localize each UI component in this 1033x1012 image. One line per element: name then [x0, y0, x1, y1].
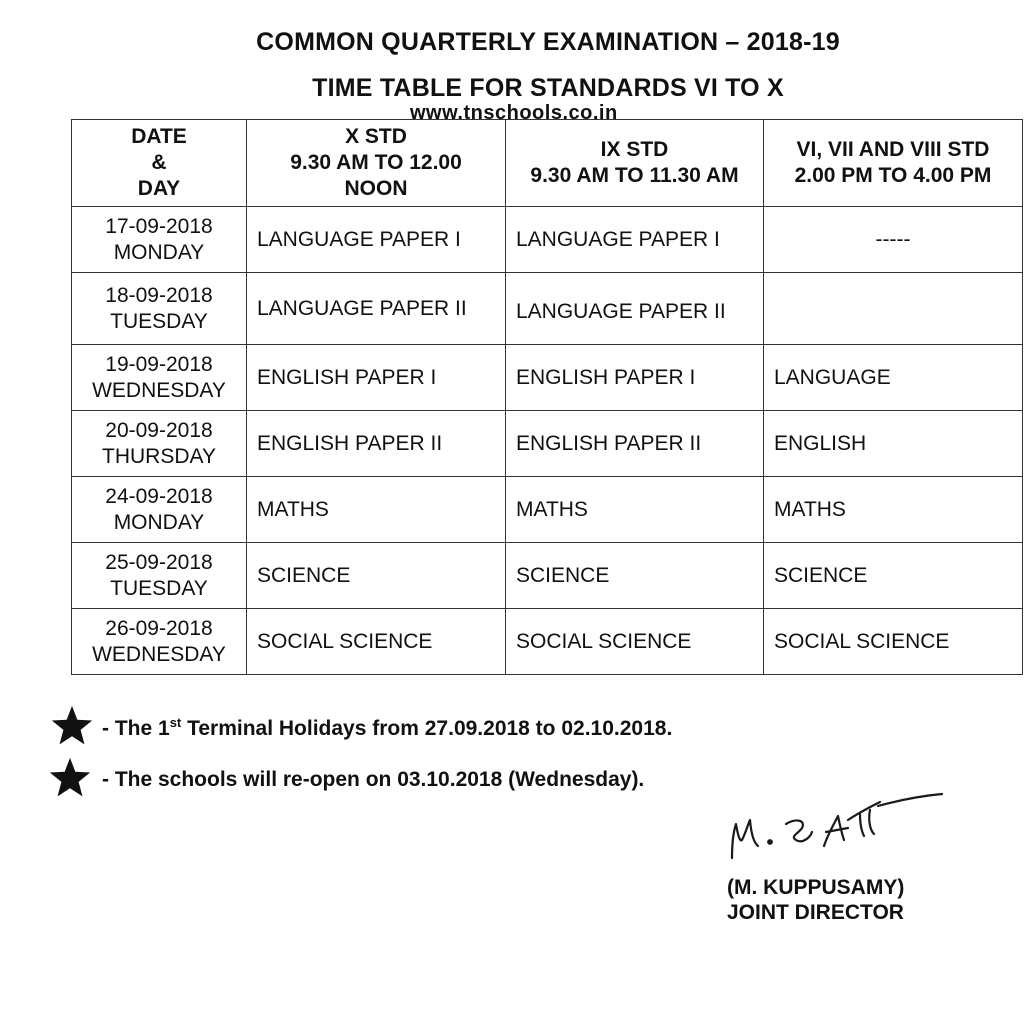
header-ix-std — [506, 120, 764, 207]
table-row — [72, 207, 1023, 273]
date-cell — [72, 411, 247, 477]
vi-viii-std-subject: MATHS — [764, 477, 1023, 543]
date-text: 25-09-2018 — [105, 550, 213, 574]
reopen-note: - The schools will re-open on 03.10.2018 (Wednesday). — [102, 768, 645, 791]
note-superscript: st — [169, 715, 182, 730]
day-text: THURSDAY — [102, 444, 216, 468]
note-text: - The 1 — [102, 717, 170, 740]
vi-viii-std-subject: SCIENCE — [764, 543, 1023, 609]
day-text: MONDAY — [113, 240, 205, 264]
date-text: 24-09-2018 — [105, 484, 213, 508]
date-cell — [72, 609, 247, 675]
table-header-row — [72, 120, 1023, 207]
ix-std-subject: LANGUAGE PAPER II — [506, 273, 764, 345]
x-std-subject: LANGUAGE PAPER I — [247, 207, 506, 273]
x-std-subject: ENGLISH PAPER II — [247, 411, 506, 477]
timetable-subtitle: TIME TABLE FOR STANDARDS VI TO X — [312, 74, 784, 102]
table-row — [72, 345, 1023, 411]
header-line: 9.30 AM TO 11.30 AM — [530, 164, 739, 187]
date-cell — [72, 273, 247, 345]
header-line: X STD — [345, 125, 407, 148]
signatory-designation: JOINT DIRECTOR — [727, 901, 904, 924]
table-row — [72, 609, 1023, 675]
ix-std-subject: SOCIAL SCIENCE — [506, 609, 764, 675]
header-line: NOON — [344, 177, 408, 200]
ix-std-subject: LANGUAGE PAPER I — [506, 207, 764, 273]
timetable — [71, 119, 1023, 675]
header-date-day — [72, 120, 247, 207]
date-cell — [72, 345, 247, 411]
exam-title: COMMON QUARTERLY EXAMINATION – 2018-19 — [256, 28, 840, 56]
header-line: 2.00 PM TO 4.00 PM — [794, 164, 992, 187]
date-cell — [72, 477, 247, 543]
vi-viii-std-subject: SOCIAL SCIENCE — [764, 609, 1023, 675]
header-line: IX STD — [600, 138, 669, 161]
x-std-subject: SCIENCE — [247, 543, 506, 609]
day-text: WEDNESDAY — [92, 642, 226, 666]
header-line: DATE — [131, 125, 187, 148]
signatory-name: (M. KUPPUSAMY) — [727, 876, 905, 899]
star-icon — [47, 756, 93, 800]
x-std-subject: LANGUAGE PAPER II — [247, 273, 506, 345]
date-text: 18-09-2018 — [105, 283, 213, 307]
ix-std-subject: ENGLISH PAPER II — [506, 411, 764, 477]
website-watermark: www.tnschools.co.in — [410, 102, 618, 124]
header-line: DAY — [137, 177, 181, 200]
date-cell — [72, 543, 247, 609]
day-text: WEDNESDAY — [92, 378, 226, 402]
ix-std-subject: MATHS — [506, 477, 764, 543]
x-std-subject: SOCIAL SCIENCE — [247, 609, 506, 675]
date-text: 20-09-2018 — [105, 418, 213, 442]
day-text: TUESDAY — [110, 309, 208, 333]
x-std-subject: ENGLISH PAPER I — [247, 345, 506, 411]
header-line: VI, VII AND VIII STD — [796, 138, 990, 161]
header-line: 9.30 AM TO 12.00 — [290, 151, 462, 174]
note-text: Terminal Holidays from 27.09.2018 to 02.10.2018. — [181, 717, 673, 740]
header-line: & — [151, 151, 167, 174]
star-icon — [49, 704, 95, 748]
date-text: 17-09-2018 — [105, 214, 213, 238]
date-cell — [72, 207, 247, 273]
table-row — [72, 273, 1023, 345]
table-row — [72, 411, 1023, 477]
signature-icon — [720, 780, 960, 870]
vi-viii-std-subject: ----- — [764, 207, 1023, 273]
ix-std-subject: SCIENCE — [506, 543, 764, 609]
vi-viii-std-subject — [764, 273, 1023, 345]
vi-viii-std-subject: LANGUAGE — [764, 345, 1023, 411]
date-text: 26-09-2018 — [105, 616, 213, 640]
day-text: TUESDAY — [110, 576, 208, 600]
holiday-note — [102, 715, 672, 741]
header-x-std — [247, 120, 506, 207]
ix-std-subject: ENGLISH PAPER I — [506, 345, 764, 411]
table-row — [72, 477, 1023, 543]
table-row — [72, 543, 1023, 609]
date-text: 19-09-2018 — [105, 352, 213, 376]
day-text: MONDAY — [113, 510, 205, 534]
vi-viii-std-subject: ENGLISH — [764, 411, 1023, 477]
header-vi-viii-std — [764, 120, 1023, 207]
x-std-subject: MATHS — [247, 477, 506, 543]
